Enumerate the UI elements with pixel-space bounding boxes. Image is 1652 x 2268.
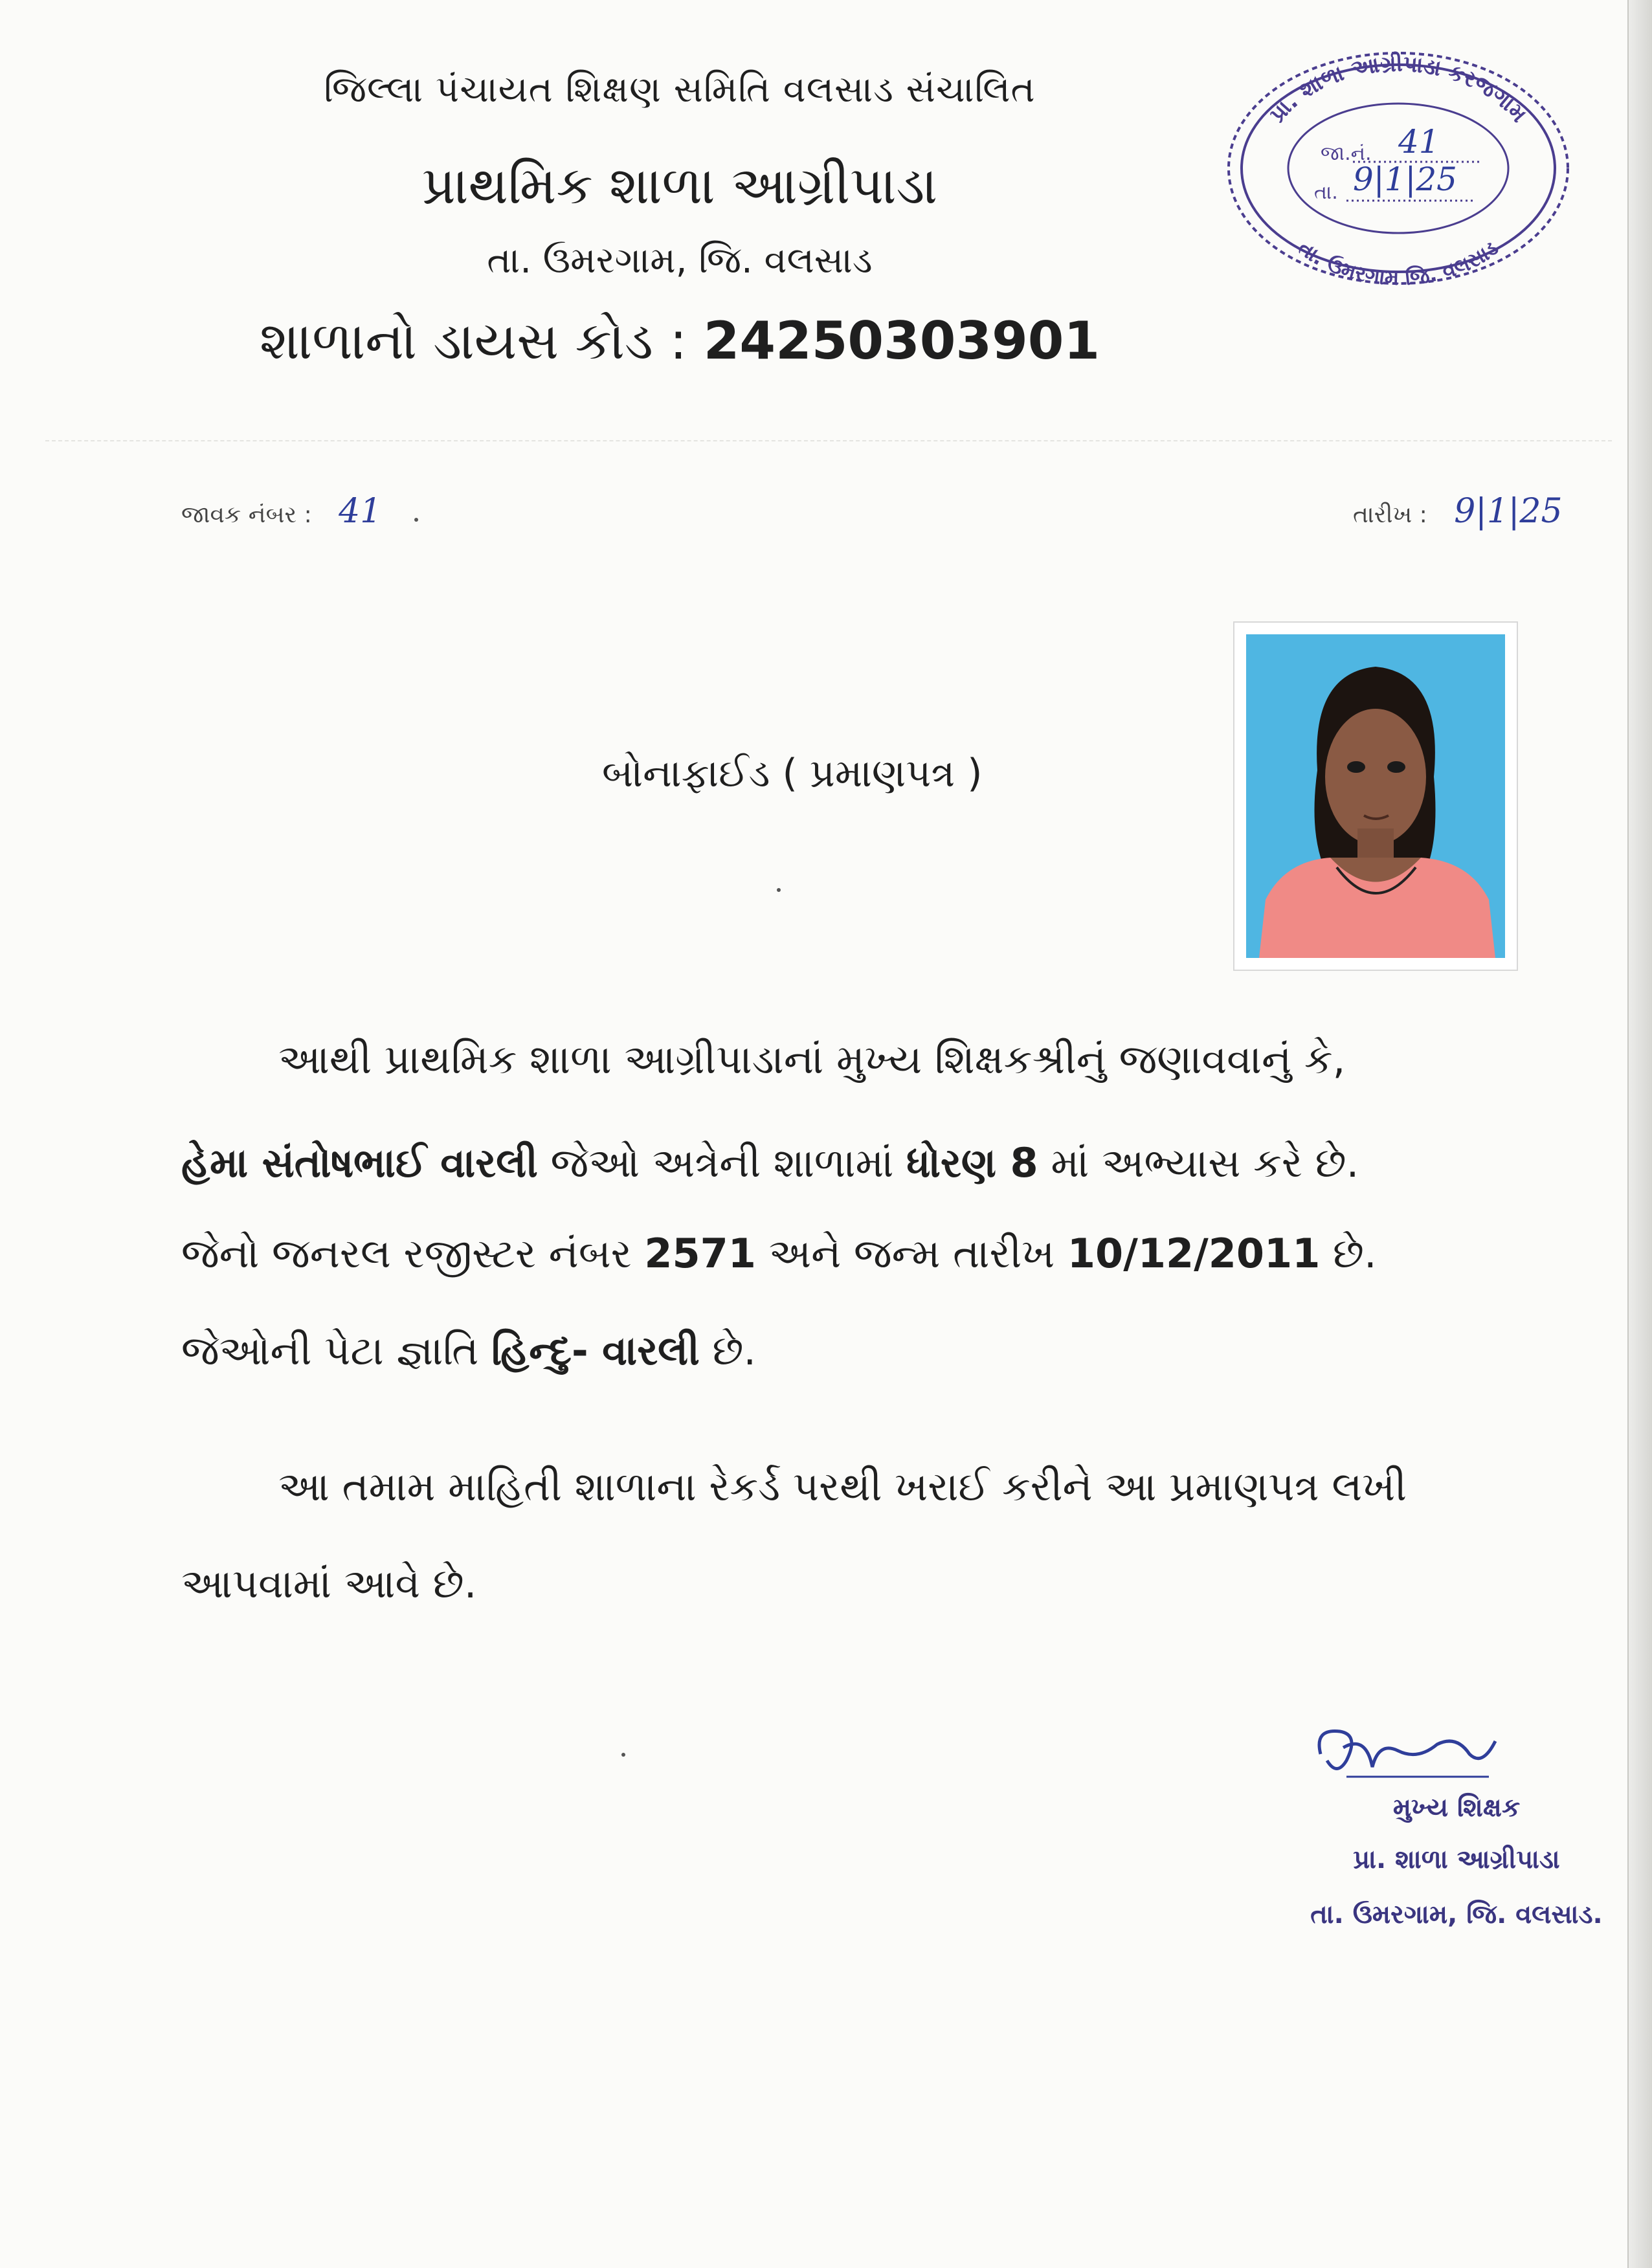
school-address: તા. ઉમરગામ, જિ. વલસાડ xyxy=(487,239,873,282)
body-line-4-end: છે. xyxy=(699,1327,757,1374)
stamp-number-label: જા.નં. xyxy=(1321,142,1372,165)
body-line-4 xyxy=(181,1327,756,1375)
svg-text:તા. ઉમરગામ જિ. વલસાડ xyxy=(1293,236,1502,291)
signatory-address: તા. ઉમરગામ, જિ. વલસાડ. xyxy=(1310,1900,1603,1929)
body-line-2 xyxy=(181,1139,1359,1187)
stamp-number-value: 41 xyxy=(1398,123,1440,161)
school-stamp xyxy=(1223,45,1573,291)
scan-speck xyxy=(777,888,781,892)
dise-code: 24250303901 xyxy=(703,311,1100,371)
student-portrait-icon xyxy=(1246,634,1505,958)
body-line-6: આપવામાં આવે છે. xyxy=(181,1560,477,1607)
gr-number: 2571 xyxy=(644,1230,756,1277)
sub-caste: હિન્દુ- વારલી xyxy=(491,1327,700,1374)
student-standard: ધોરણ 8 xyxy=(906,1139,1038,1186)
header-divider xyxy=(45,440,1612,441)
managing-body: જિલ્લા પંચાયત શિક્ષણ સમિતિ વલસાડ સંચાલિત xyxy=(324,69,1036,111)
body-line-1: આથી પ્રાથમિક શાળા આગ્રીપાડાનાં મુખ્ય શિક્ષકશ્રીનું જણાવવાનું કે, xyxy=(278,1036,1346,1083)
stamp-date-value: 9|1|25 xyxy=(1353,161,1457,198)
body-line-3-end: છે. xyxy=(1320,1230,1377,1277)
issue-date-label: તારીખ : xyxy=(1353,502,1427,528)
school-name: પ્રાથમિક શાળા આગ્રીપાડા xyxy=(421,155,938,216)
body-line-4-start: જેઓની પેટા જ્ઞાતિ xyxy=(181,1327,492,1374)
scan-speck xyxy=(621,1753,625,1757)
svg-text:પ્રા. શાળા આગ્રીપાડા કરજગામ xyxy=(1265,51,1532,128)
outward-number-value: 41 xyxy=(339,492,382,531)
body-line-2-end: માં અભ્યાસ કરે છે. xyxy=(1038,1139,1359,1186)
body-line-2-mid: જેઓ અત્રેની શાળામાં xyxy=(537,1139,907,1186)
outward-number-label: જાવક નંબર : xyxy=(181,502,312,528)
signatory-designation: મુખ્ય શિક્ષક xyxy=(1392,1793,1521,1823)
document-title: બોનાફાઈડ ( પ્રમાણપત્ર ) xyxy=(602,751,983,796)
stamp-top-text: પ્રા. શાળા આગ્રીપાડા કરજગામ xyxy=(1264,50,1532,128)
handwritten-signature-icon xyxy=(1308,1715,1502,1786)
stamp-date-label: તા. xyxy=(1314,181,1338,204)
stamp-bottom-text: તા. ઉમરગામ જિ. વલસાડ xyxy=(1293,235,1503,291)
body-line-3-mid: અને જન્મ તારીખ xyxy=(755,1230,1067,1277)
student-photo xyxy=(1233,621,1518,971)
birth-date: 10/12/2011 xyxy=(1067,1230,1321,1277)
issue-date xyxy=(1353,492,1563,531)
body-line-5: આ તમામ માહિતી શાળાના રેકર્ડ પરથી ખરાઈ કરીને આ પ્રમાણપત્ર લખી xyxy=(278,1463,1407,1510)
body-line-3 xyxy=(181,1230,1377,1278)
scan-speck xyxy=(414,518,418,522)
body-line-3-start: જેનો જનરલ રજીસ્ટર નંબર xyxy=(181,1230,645,1277)
student-name: હેમા સંતોષભાઈ વારલી xyxy=(181,1139,538,1186)
outward-number xyxy=(181,492,381,531)
headmaster-signature-block xyxy=(1288,1715,1625,1987)
dise-code-line xyxy=(97,311,1262,372)
signatory-school: પ્રા. શાળા આગ્રીપાડા xyxy=(1353,1845,1560,1874)
dise-label: શાળાનો ડાયસ કોડ : xyxy=(259,311,687,371)
issue-date-value: 9|1|25 xyxy=(1454,492,1563,531)
